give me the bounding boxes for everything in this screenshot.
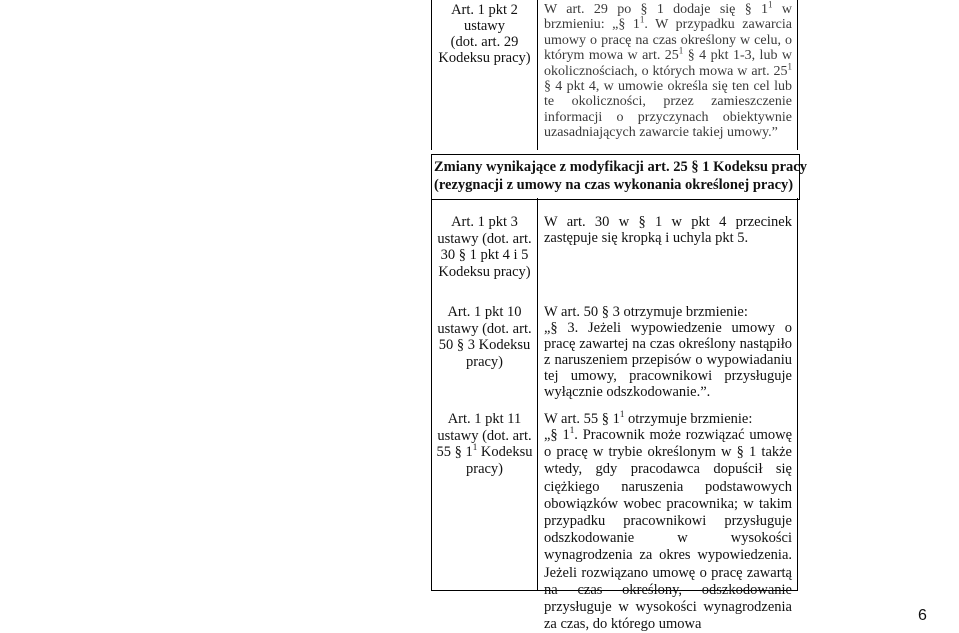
row3-right-body: „§ $1^1$. Pracownik może rozwiązać umowę o pracę w trybie określonym w § 1 także wtedy, gdy pracodawca dopuścił się ciężkiego naruszenia podstawowych obowiązków wobec pracownika; w takim przypadku pracownikowi przysługuje odszkodowanie w wysokości wynagrodzenia za okres wypowiedzenia. Jeżeli rozwiązano umowę o pracę zawartą na czas określony, odszkodowanie przysługuje w wysokości wynagrodzenia za czas, do którego umowa bbox=[544, 425, 793, 633]
top-left-line: Art. 1 pkt 2 bbox=[451, 2, 518, 18]
top-left-line: Kodeksu pracy) bbox=[438, 50, 531, 66]
row3-right-title: W art. 55 § $1^1$ otrzymuje brzmienie: bbox=[544, 409, 753, 427]
top-left-line: ustawy bbox=[463, 18, 506, 34]
row3-left-cell: Art. 1 pkt 11 ustawy (dot. art. 55 § $1^1$ Kodeksu pracy) bbox=[436, 411, 533, 477]
row1-left-cell: Art. 1 pkt 3 ustawy (dot. art. 30 § 1 pkt 4 i 5 Kodeksu pracy) bbox=[437, 214, 532, 280]
top-left-line: (dot. art. 29 bbox=[450, 34, 519, 50]
table-border-right bbox=[797, 0, 798, 150]
row2-right-title: W art. 50 § 3 otrzymuje brzmienie: bbox=[544, 304, 748, 320]
section-heading-line1: Zmiany wynikające z modyfikacji art. 25 § 1 Kodeksu pracy bbox=[434, 159, 807, 175]
row1-right-cell: W art. 30 w § 1 w pkt 4 przecinek zastępuje się kropką i uchyla pkt 5. bbox=[544, 214, 792, 246]
section-heading-line2: (rezygnacji z umowy na czas wykonania określonej pracy) bbox=[434, 176, 794, 193]
table-border-right bbox=[797, 198, 798, 590]
top-right-cell: W art. 29 po § 1 dodaje się § $1^1$ w brzmieniu: „§ $1^1$. W przypadku zawarcia umowy o pracę na czas określony w celu, o którym mowa w art. $25^1$ § 4 pkt 1-3, lub w okolicznościach, o których mowa w art. $25^1$ § 4 pkt 4, w umowie określa się ten cel lub te okoliczności, przez zamieszczenie informacji o przyczynach obiektywnie uzasadniających zawarcie takiej umowy.” bbox=[544, 0, 792, 141]
row2-left-cell: Art. 1 pkt 10 ustawy (dot. art. 50 § 3 Kodeksu pracy) bbox=[437, 304, 532, 370]
table-divider bbox=[537, 0, 538, 150]
row2-right-body: „§ 3. Jeżeli wypowiedzenie umowy o pracę zawartej na czas określony nastąpiło z naruszeniem przepisów o wypowiadaniu tej umowy, pracownikowi przysługuje wyłącznie odszkodowanie.”. bbox=[544, 320, 792, 400]
page-number: 6 bbox=[918, 607, 927, 624]
row2-right-cell bbox=[544, 304, 792, 400]
top-left-cell bbox=[432, 2, 537, 66]
section-heading bbox=[434, 159, 807, 194]
row3-right-cell bbox=[544, 411, 792, 633]
table-divider bbox=[537, 198, 538, 590]
